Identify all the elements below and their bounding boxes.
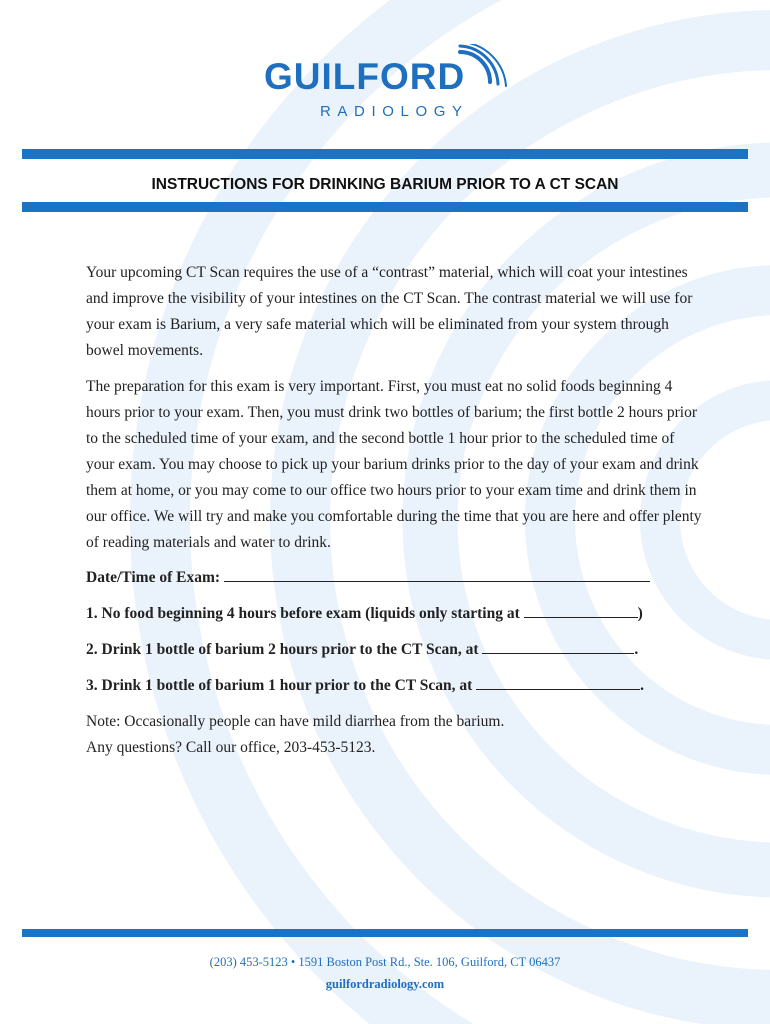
logo-wordmark: GUILFORD (264, 56, 466, 97)
step-2 (86, 637, 706, 663)
logo-subtitle: RADIOLOGY (320, 103, 469, 120)
questions-text: Any questions? Call our office, 203-453-5123. (86, 739, 376, 756)
step-1 (86, 601, 706, 627)
step-1-blank[interactable] (524, 602, 638, 618)
step-3 (86, 673, 706, 699)
date-time-label: Date/Time of Exam: (86, 569, 221, 586)
guilford-radiology-logo (256, 44, 516, 124)
paragraph-preparation: The preparation for this exam is very important. First, you must eat no solid foods beginning 4 hours prior to your exam. Then, you must drink two bottles of barium; the first bottle 2 hours prior to the scheduled time of your exam, and the second bottle 1 hour prior to the scheduled time of your exam. You may choose to pick up your barium drinks prior to the day of your exam and drink them at home, or you may come to our office two hours prior to your exam time and drink them in our office. We will try and make you comfortable during the time that you are here and offer plenty of reading materials and water to drink. (86, 378, 702, 551)
footer (0, 951, 770, 995)
step-3-end: . (640, 677, 644, 694)
top-divider-bar (22, 149, 748, 159)
step-2-text: 2. Drink 1 bottle of barium 2 hours prior to the CT Scan, at (86, 641, 479, 658)
step-3-text: 3. Drink 1 bottle of barium 1 hour prior to the CT Scan, at (86, 677, 473, 694)
footer-divider-bar (22, 929, 748, 937)
note-text: Note: Occasionally people can have mild diarrhea from the barium. (86, 713, 505, 730)
footer-address: (203) 453-5123 • 1591 Boston Post Rd., Ste. 106, Guilford, CT 06437 (209, 955, 561, 969)
step-3-blank[interactable] (476, 674, 640, 690)
logo-arcs-icon (456, 44, 516, 114)
instructions-body (86, 260, 706, 761)
date-time-field (86, 565, 706, 591)
paragraph-contrast-info: Your upcoming CT Scan requires the use of a “contrast” material, which will coat your intestines and improve the visibility of your intestines on the CT Scan. The contrast material we will use for your exam is Barium, a very safe material which will be eliminated from your system through bowel movements. (86, 264, 693, 359)
step-2-blank[interactable] (482, 638, 634, 654)
date-time-blank[interactable] (224, 566, 650, 582)
step-1-text: 1. No food beginning 4 hours before exam (liquids only starting at (86, 605, 520, 622)
document-title: INSTRUCTIONS FOR DRINKING BARIUM PRIOR TO A CT SCAN (151, 176, 619, 193)
step-2-end: . (634, 641, 639, 658)
title-divider-bar (22, 202, 748, 212)
footer-website[interactable]: guilfordradiology.com (325, 977, 445, 991)
step-1-close: ) (637, 605, 643, 622)
